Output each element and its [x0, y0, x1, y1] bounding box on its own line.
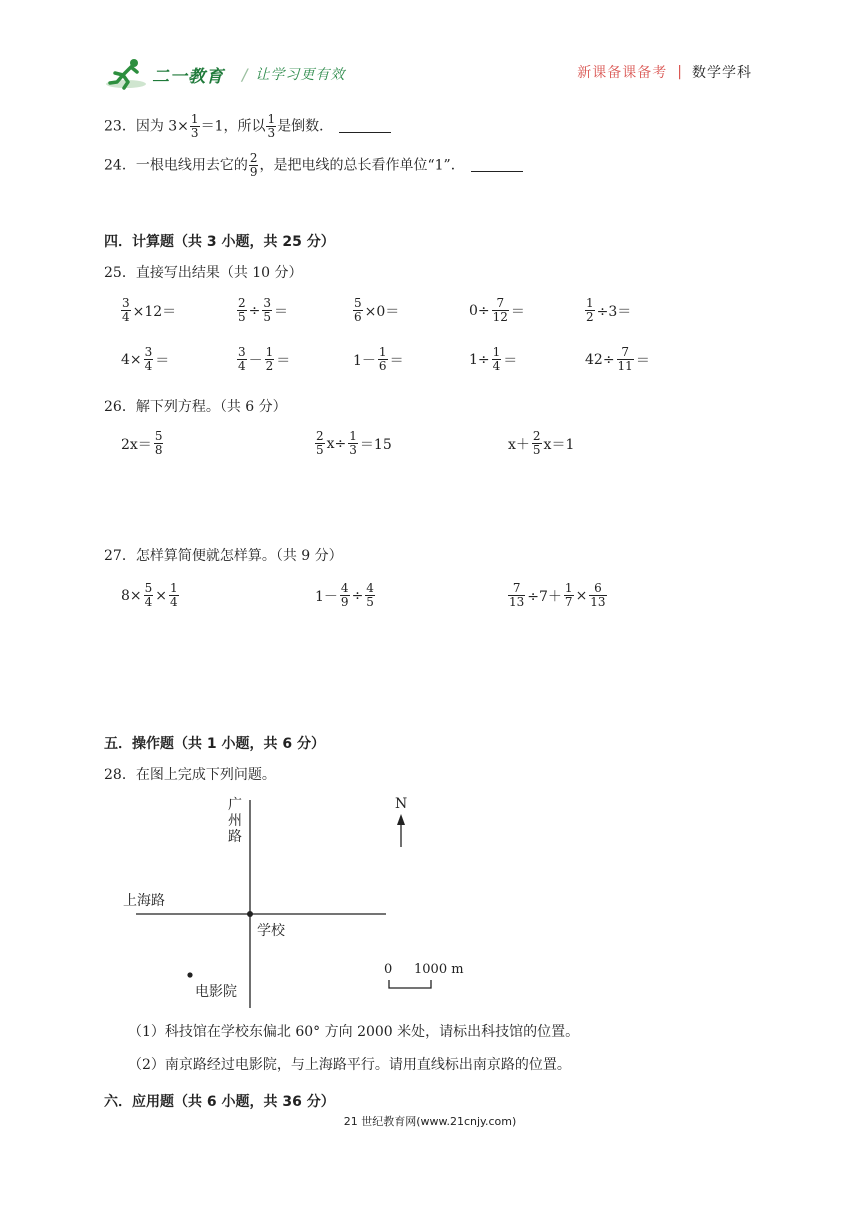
scale-distance-label: 1000 m: [414, 962, 464, 977]
q24-text-pre: 一根电线用去它的: [135, 157, 248, 174]
q25-item-8: 1－ $\frac{1}{6}$ ＝: [353, 345, 404, 373]
q27-expression-3: $\frac{7}{13}$ ÷7＋ $\frac{1}{7}$ × $\frac{6}{13}$: [509, 581, 606, 609]
header-slogan: 让学习更有效: [255, 67, 346, 83]
q27-expression-1: 8× $\frac{5}{4}$ × $\frac{1}{4}$: [121, 581, 178, 609]
question-28-title: 28．在图上完成下列问题。: [104, 767, 276, 783]
section-4-heading: 四．计算题（共 3 小题，共 25 分）: [104, 234, 335, 250]
q23-text-mid: ＝1，所以: [200, 118, 266, 135]
q23-text-pre: 因为 3×: [135, 118, 189, 135]
school-point: [247, 911, 253, 917]
header-course-label: 新课备课备考: [577, 65, 668, 81]
scale-bar: [389, 980, 431, 988]
scale-zero-label: 0: [384, 962, 393, 977]
school-label: 学校: [257, 923, 285, 939]
question-27-title: 27．怎样算简便就怎样算。（共 9 分）: [104, 548, 343, 564]
header-slash: /: [242, 64, 248, 84]
q26-equation-2: $\frac{2}{5}$ x÷ $\frac{1}{3}$ ＝15: [316, 429, 392, 457]
q23-text-post: 是倒数．: [277, 118, 334, 135]
cinema-point: [187, 972, 192, 977]
q25-item-4: 0÷ $\frac{7}{12}$ ＝: [469, 296, 525, 324]
q28-subquestion-2: （2）南京路经过电影院，与上海路平行。请用直线标出南京路的位置。: [128, 1057, 571, 1073]
q26-equation-1: 2x＝ $\frac{5}{8}$: [121, 429, 163, 457]
question-number: 24．: [104, 157, 136, 174]
q25-item-5: $\frac{1}{2}$ ÷3＝: [586, 296, 632, 324]
section-6-heading: 六．应用题（共 6 小题，共 36 分）: [104, 1094, 335, 1110]
guangzhou-road-label: 广 州 路: [228, 797, 242, 845]
q24-text-post: ，是把电线的总长看作单位“1”．: [259, 157, 465, 174]
fraction: $\frac{2}{9}$: [249, 151, 258, 179]
north-label: N: [395, 796, 408, 812]
q27-expression-2: 1－ $\frac{4}{9}$ ÷ $\frac{4}{5}$: [315, 581, 374, 609]
question-number: 23．: [104, 118, 136, 135]
q26-equation-3: x＋ $\frac{2}{5}$ x＝1: [508, 429, 575, 457]
q25-item-9: 1÷ $\frac{1}{4}$ ＝: [469, 345, 518, 373]
fraction: $\frac{1}{3}$: [190, 112, 199, 140]
logo-text: 二一教育: [152, 66, 224, 87]
q25-item-7: $\frac{3}{4}$ － $\frac{1}{2}$ ＝: [238, 345, 291, 373]
north-arrow-head: [397, 814, 405, 825]
question-26-title: 26．解下列方程。（共 6 分）: [104, 399, 287, 415]
q25-item-2: $\frac{2}{5}$ ÷ $\frac{3}{5}$ ＝: [238, 296, 289, 324]
q25-item-10: 42÷ $\frac{7}{11}$ ＝: [585, 345, 650, 373]
shanghai-road-label: 上海路: [123, 893, 165, 909]
fraction: $\frac{1}{3}$: [267, 112, 276, 140]
q25-item-6: 4× $\frac{3}{4}$ ＝: [121, 345, 170, 373]
header-separator: |: [677, 64, 682, 80]
cinema-label: 电影院: [195, 984, 237, 1000]
page-footer: 21 世纪教育网(www.21cnjy.com): [343, 1115, 517, 1128]
question-25-title: 25．直接写出结果（共 10 分）: [104, 265, 303, 281]
q25-item-1: $\frac{3}{4}$ ×12＝: [122, 296, 177, 324]
q25-item-3: $\frac{5}{6}$ ×0＝: [354, 296, 400, 324]
section-5-heading: 五．操作题（共 1 小题，共 6 分）: [104, 736, 325, 752]
header-subject-label: 数学学科: [692, 65, 752, 81]
q28-subquestion-1: （1）科技馆在学校东偏北 60° 方向 2000 米处，请标出科技馆的位置。: [128, 1024, 580, 1040]
